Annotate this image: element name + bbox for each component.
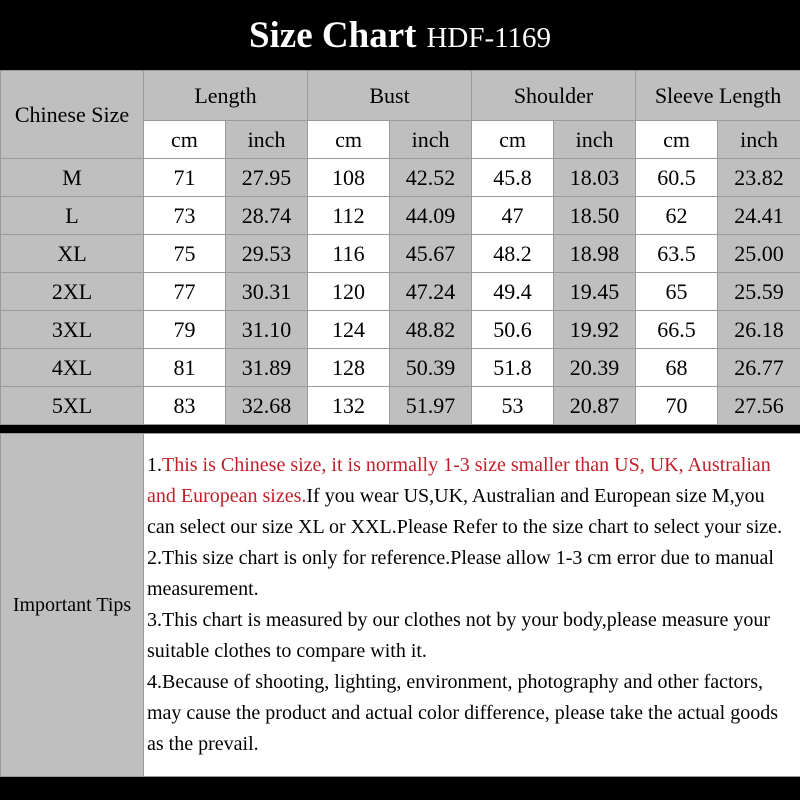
size-table [0,70,800,425]
measurement-cell: 51.8 [472,349,554,387]
measurement-cell: 128 [308,349,390,387]
measurement-cell: 49.4 [472,273,554,311]
measurement-cell: 51.97 [390,387,472,425]
title-main: Size Chart [248,15,417,56]
measurement-cell: 31.89 [226,349,308,387]
corner-header: Chinese Size [1,71,144,159]
unit-header: inch [554,121,636,159]
tip-1 [147,450,796,543]
measurement-cell: 63.5 [636,235,718,273]
measurement-cell: 50.6 [472,311,554,349]
measurement-cell: 25.59 [718,273,800,311]
measurement-cell: 50.39 [390,349,472,387]
measurement-cell: 124 [308,311,390,349]
measurement-cell: 18.03 [554,159,636,197]
measurement-cell: 26.18 [718,311,800,349]
unit-header: inch [718,121,800,159]
measurement-cell: 26.77 [718,349,800,387]
chart-title [0,14,800,70]
measurement-cell: 27.56 [718,387,800,425]
size-label: 3XL [1,311,144,349]
measurement-cell: 108 [308,159,390,197]
measurement-cell: 44.09 [390,197,472,235]
group-header-sleeve-length: Sleeve Length [636,71,800,121]
table-row [1,159,800,197]
measurement-cell: 19.92 [554,311,636,349]
tip-1-warning: This is Chinese size, it is normally 1-3 size smaller than US, UK, Australian and European sizes. [147,454,771,507]
table-row [1,311,800,349]
measurement-cell: 30.31 [226,273,308,311]
measurement-cell: 62 [636,197,718,235]
measurement-cell: 47 [472,197,554,235]
measurement-cell: 81 [144,349,226,387]
tip-1-rest: If you wear US,UK, Australian and European size M,you can select our size XL or XXL.Please Refer to the size chart to select your size. [147,485,783,538]
measurement-cell: 18.50 [554,197,636,235]
measurement-cell: 75 [144,235,226,273]
measurement-cell: 28.74 [226,197,308,235]
group-header-length: Length [144,71,308,121]
tips-label: Important Tips [1,434,144,777]
measurement-cell: 53 [472,387,554,425]
measurement-cell: 48.2 [472,235,554,273]
measurement-cell: 83 [144,387,226,425]
measurement-cell: 45.8 [472,159,554,197]
tip-2: 2.This size chart is only for reference.Please allow 1-3 cm error due to manual measurement. [147,547,774,600]
measurement-cell: 32.68 [226,387,308,425]
measurement-cell: 47.24 [390,273,472,311]
measurement-cell: 65 [636,273,718,311]
measurement-cell: 31.10 [226,311,308,349]
size-label: M [1,159,144,197]
measurement-cell: 66.5 [636,311,718,349]
table-row [1,387,800,425]
measurement-cell: 18.98 [554,235,636,273]
unit-header: cm [636,121,718,159]
measurement-cell: 29.53 [226,235,308,273]
tip-4: 4.Because of shooting, lighting, environment, photography and other factors, may cause the product and actual color difference, please take the actual goods as the prevail. [147,671,779,755]
unit-header: inch [390,121,472,159]
measurement-cell: 45.67 [390,235,472,273]
measurement-cell: 60.5 [636,159,718,197]
unit-header: cm [308,121,390,159]
measurement-cell: 132 [308,387,390,425]
table-row [1,235,800,273]
size-label: XL [1,235,144,273]
product-code: HDF-1169 [426,22,552,54]
size-label: 2XL [1,273,144,311]
table-row [1,273,800,311]
unit-header: cm [144,121,226,159]
header-row [1,71,800,121]
measurement-cell: 120 [308,273,390,311]
measurement-cell: 23.82 [718,159,800,197]
group-header-shoulder: Shoulder [472,71,636,121]
measurement-cell: 19.45 [554,273,636,311]
measurement-cell: 79 [144,311,226,349]
unit-header: cm [472,121,554,159]
tips-body [144,434,800,777]
measurement-cell: 112 [308,197,390,235]
measurement-cell: 42.52 [390,159,472,197]
measurement-cell: 71 [144,159,226,197]
measurement-cell: 20.39 [554,349,636,387]
measurement-cell: 27.95 [226,159,308,197]
unit-header: inch [226,121,308,159]
tips-table [0,433,800,777]
tip-1-prefix: 1. [147,454,162,476]
size-label: 5XL [1,387,144,425]
group-header-bust: Bust [308,71,472,121]
tip-3: 3.This chart is measured by our clothes not by your body,please measure your suitable clothes to compare with it. [147,609,770,662]
table-row [1,197,800,235]
size-label: 4XL [1,349,144,387]
table-row [1,349,800,387]
measurement-cell: 77 [144,273,226,311]
measurement-cell: 20.87 [554,387,636,425]
size-label: L [1,197,144,235]
measurement-cell: 48.82 [390,311,472,349]
measurement-cell: 73 [144,197,226,235]
measurement-cell: 68 [636,349,718,387]
measurement-cell: 70 [636,387,718,425]
measurement-cell: 116 [308,235,390,273]
measurement-cell: 24.41 [718,197,800,235]
measurement-cell: 25.00 [718,235,800,273]
